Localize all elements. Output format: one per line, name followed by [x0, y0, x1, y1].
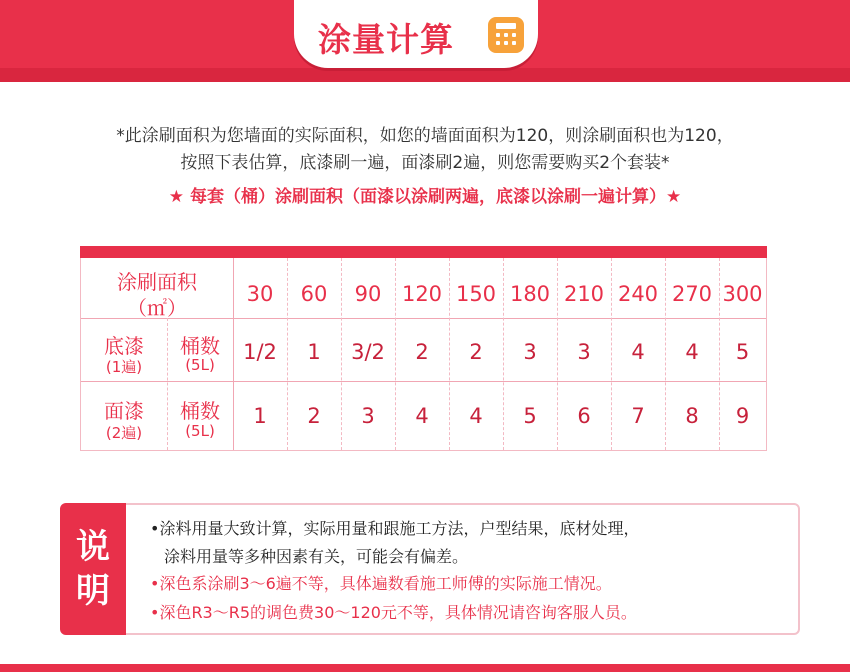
area-value: 210: [563, 282, 605, 306]
calculator-screen: [496, 23, 516, 29]
topcoat-cans: 6: [577, 404, 591, 428]
primer-count-unit: (5L): [185, 356, 215, 374]
primer-cans: 2: [415, 340, 429, 364]
explanation-item: 涂料用量等多种因素有关，可能会有偏差。: [164, 547, 469, 566]
calculator-key: [512, 41, 516, 45]
topcoat-cans: 2: [307, 404, 321, 428]
primer-cans: 1: [307, 340, 321, 364]
area-value: 240: [617, 282, 659, 306]
topcoat-cans: 7: [631, 404, 645, 428]
explanation-tab-label: 说明: [76, 527, 110, 611]
calculator-key: [504, 41, 508, 45]
area-header-label: 涂刷面积: [117, 270, 197, 294]
topcoat-label: 面漆: [104, 399, 144, 423]
area-value: 150: [455, 282, 497, 306]
calculator-key: [496, 41, 500, 45]
note-line-1: *此涂刷面积为您墙面的实际面积，如您的墙面面积为120，则涂刷面积也为120，: [116, 126, 734, 146]
area-value: 30: [246, 282, 274, 306]
coverage-table: [80, 246, 767, 452]
explanation-item: •深色R3～R5的调色费30～120元不等，具体情况请咨询客服人员。: [150, 603, 637, 622]
topcoat-coats: (2遍): [105, 424, 143, 442]
calculator-key: [512, 33, 516, 37]
calculator-key: [496, 33, 500, 37]
note-highlight: ★ 每套（桶）涂刷面积（面漆以涂刷两遍，底漆以涂刷一遍计算）★: [168, 187, 682, 207]
row-divider: [81, 381, 766, 382]
explanation-item: •深色系涂刷3～6遍不等，具体遍数看施工师傅的实际施工情况。: [150, 574, 612, 593]
primer-coats: (1遍): [105, 358, 143, 376]
primer-cans: 4: [685, 340, 699, 364]
calculator-key: [504, 33, 508, 37]
primer-label: 底漆: [104, 334, 144, 358]
topcoat-count-unit: (5L): [185, 422, 215, 440]
primer-cans: 2: [469, 340, 483, 364]
note-line-2: 按照下表估算，底漆刷一遍，面漆刷2遍，则您需要购买2个套装*: [180, 153, 670, 173]
calculator-icon: [488, 17, 524, 53]
area-value: 90: [354, 282, 382, 306]
topcoat-cans: 8: [685, 404, 699, 428]
area-value: 120: [401, 282, 443, 306]
topcoat-cans: 9: [735, 404, 750, 428]
primer-cans: 5: [735, 340, 750, 364]
topcoat-cans: 4: [469, 404, 483, 428]
primer-cans: 1/2: [243, 340, 277, 364]
topcoat-cans: 4: [415, 404, 429, 428]
topcoat-count-label: 桶数: [180, 399, 220, 423]
area-value: 300: [722, 282, 763, 306]
explanation-item: •涂料用量大致计算，实际用量和跟施工方法，户型结果，底材处理，: [150, 519, 640, 538]
primer-cans: 3/2: [351, 340, 385, 364]
primer-cans: 3: [577, 340, 591, 364]
area-value: 60: [300, 282, 328, 306]
primer-count-label: 桶数: [180, 334, 220, 358]
topcoat-cans: 1: [253, 404, 267, 428]
topcoat-cans: 3: [361, 404, 375, 428]
page-title: 涂量计算: [318, 20, 454, 59]
area-header-unit: （㎡）: [127, 296, 187, 320]
primer-cans: 3: [523, 340, 537, 364]
area-value: 270: [671, 282, 713, 306]
primer-cans: 4: [631, 340, 645, 364]
bottom-band: [0, 664, 850, 672]
table-top-bar: [80, 246, 767, 258]
header-band-shade: [0, 68, 850, 82]
topcoat-cans: 5: [523, 404, 537, 428]
table-body: [80, 258, 767, 451]
area-value: 180: [509, 282, 551, 306]
